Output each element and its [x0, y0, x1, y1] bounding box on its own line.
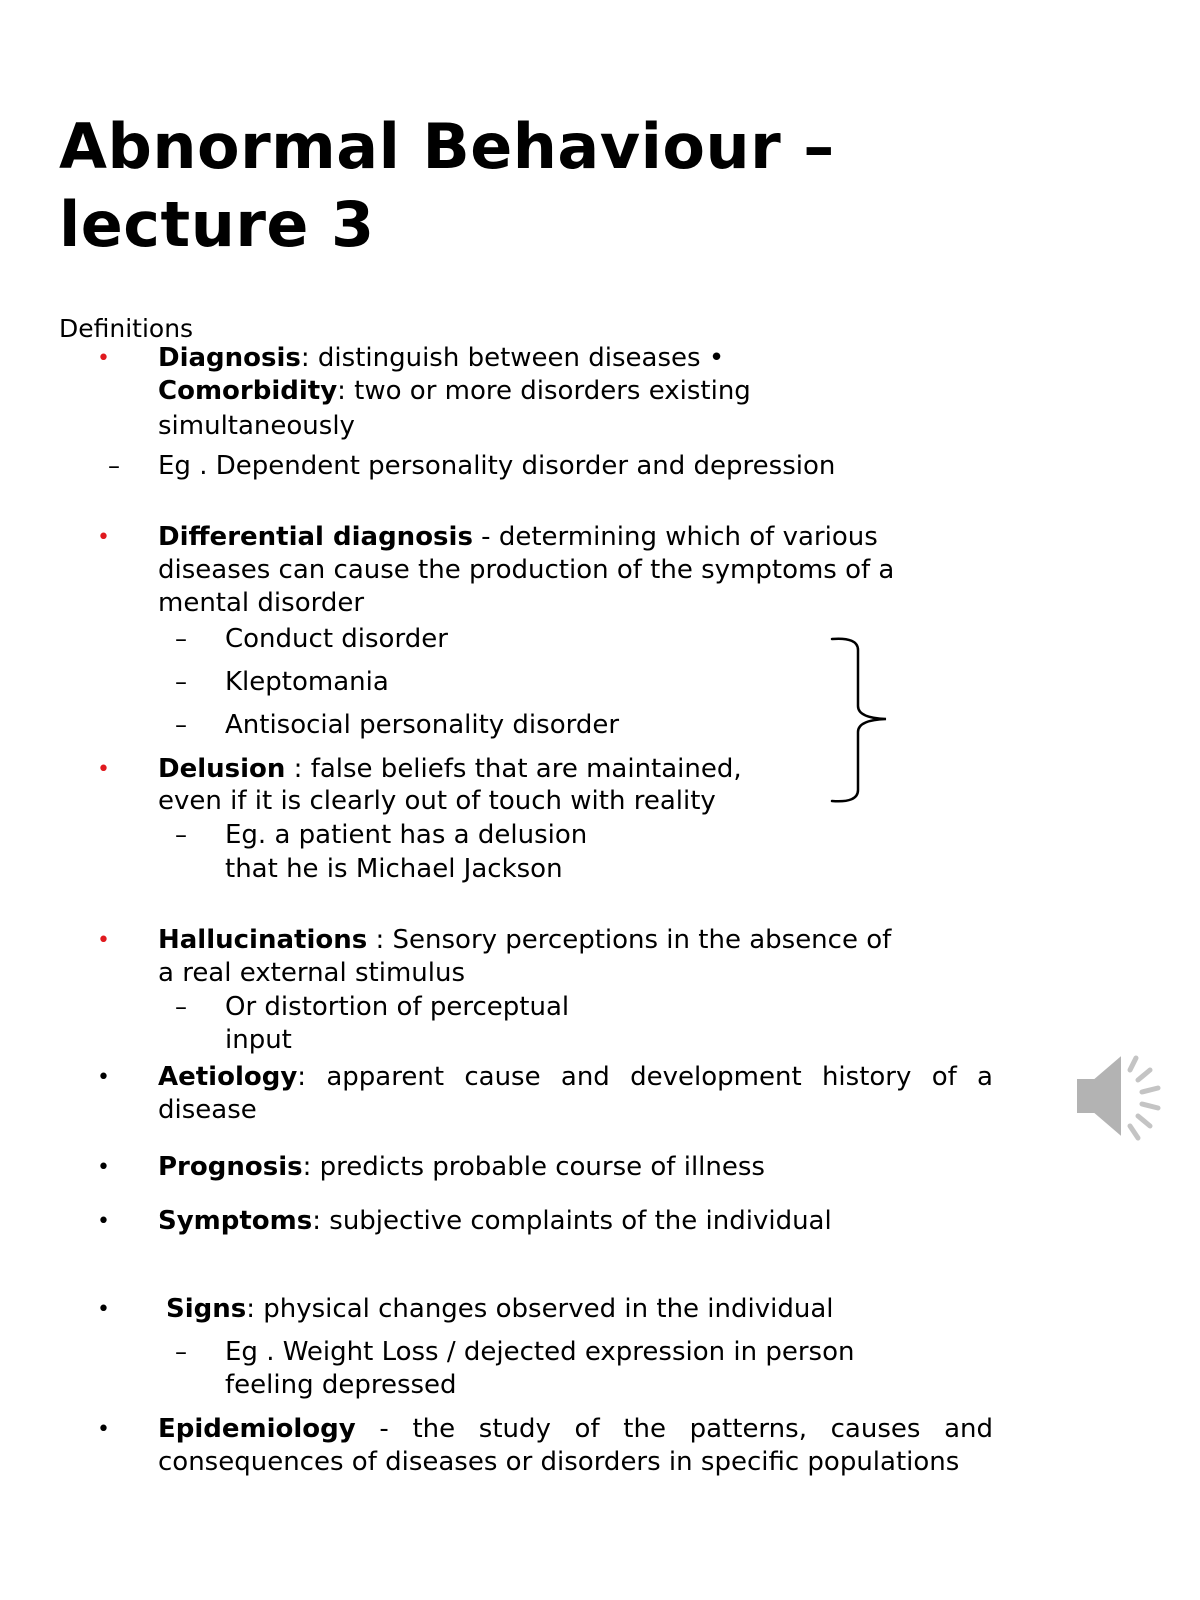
- term-delusion: Delusion: [158, 754, 286, 784]
- dash-marker: –: [175, 711, 187, 739]
- title-line-2: lecture 3: [59, 188, 375, 261]
- term-hallucinations: Hallucinations: [158, 925, 368, 955]
- dash-marker: –: [108, 452, 120, 480]
- term-prognosis: Prognosis: [158, 1152, 303, 1182]
- differential-sub-3: Antisocial personality disorder: [225, 710, 620, 740]
- delusion-example-2: that he is Michael Jackson: [225, 854, 563, 884]
- term-comorbidity: Comorbidity: [158, 376, 338, 406]
- differential-line-2: diseases can cause the production of the symptoms of a: [158, 555, 895, 585]
- bullet-marker: •: [97, 757, 110, 782]
- bullet-marker: •: [97, 1297, 110, 1322]
- hallucinations-sub-1: Or distortion of perceptual: [225, 992, 570, 1022]
- signs-example-1: Eg . Weight Loss / dejected expression in person: [225, 1337, 855, 1367]
- section-heading: Definitions: [59, 314, 194, 343]
- signs-line: Signs: physical changes observed in the individual: [166, 1294, 834, 1324]
- bullet-marker: •: [97, 1209, 110, 1234]
- aetiology-line-2: disease: [158, 1095, 257, 1125]
- bullet-marker: •: [97, 1065, 110, 1090]
- term-signs: Signs: [166, 1294, 247, 1324]
- comorbidity-example: Eg . Dependent personality disorder and depression: [158, 451, 836, 481]
- delusion-line-2: even if it is clearly out of touch with reality: [158, 786, 716, 816]
- delusion-line-1: Delusion : false beliefs that are maintained,: [158, 754, 742, 784]
- hallucinations-sub-2: input: [225, 1025, 292, 1055]
- hallucinations-line-1: Hallucinations : Sensory perceptions in the absence of: [158, 925, 892, 955]
- dash-marker: –: [175, 625, 187, 653]
- dash-marker: –: [175, 1338, 187, 1366]
- title-line-1: Abnormal Behaviour –: [59, 110, 835, 183]
- bullet-marker: •: [97, 525, 110, 550]
- prognosis-line: Prognosis: predicts probable course of illness: [158, 1152, 765, 1182]
- differential-sub-2: Kleptomania: [225, 667, 389, 697]
- term-symptoms: Symptoms: [158, 1206, 313, 1236]
- diagnosis-line-1: Diagnosis: distinguish between diseases •: [158, 343, 725, 373]
- term-diagnosis: Diagnosis: [158, 343, 301, 373]
- page-title: [59, 108, 835, 264]
- dash-marker: –: [175, 821, 187, 849]
- comorbidity-line: Comorbidity: two or more disorders existing: [158, 376, 751, 406]
- aetiology-line-1: Aetiology: apparent cause and development history of a: [158, 1062, 993, 1092]
- term-epidemiology: Epidemiology: [158, 1414, 356, 1444]
- hallucinations-line-2: a real external stimulus: [158, 958, 465, 988]
- right-brace-icon: [830, 636, 892, 808]
- epidemiology-line-2: consequences of diseases or disorders in specific populations: [158, 1447, 960, 1477]
- term-aetiology: Aetiology: [158, 1062, 298, 1092]
- bullet-marker: •: [97, 346, 110, 371]
- term-differential-diagnosis: Differential diagnosis: [158, 522, 473, 552]
- speaker-icon[interactable]: [1072, 1048, 1172, 1144]
- bullet-marker: •: [97, 1417, 110, 1442]
- delusion-example-1: Eg. a patient has a delusion: [225, 820, 588, 850]
- bullet-marker: •: [97, 928, 110, 953]
- dash-marker: –: [175, 993, 187, 1021]
- signs-example-2: feeling depressed: [225, 1370, 457, 1400]
- epidemiology-line-1: Epidemiology - the study of the patterns, causes and: [158, 1414, 993, 1444]
- differential-sub-1: Conduct disorder: [225, 624, 448, 654]
- comorbidity-line-2: simultaneously: [158, 411, 355, 441]
- symptoms-line: Symptoms: subjective complaints of the individual: [158, 1206, 832, 1236]
- differential-line-3: mental disorder: [158, 588, 365, 618]
- differential-line-1: Differential diagnosis - determining which of various: [158, 522, 878, 552]
- bullet-marker: •: [97, 1155, 110, 1180]
- dash-marker: –: [175, 668, 187, 696]
